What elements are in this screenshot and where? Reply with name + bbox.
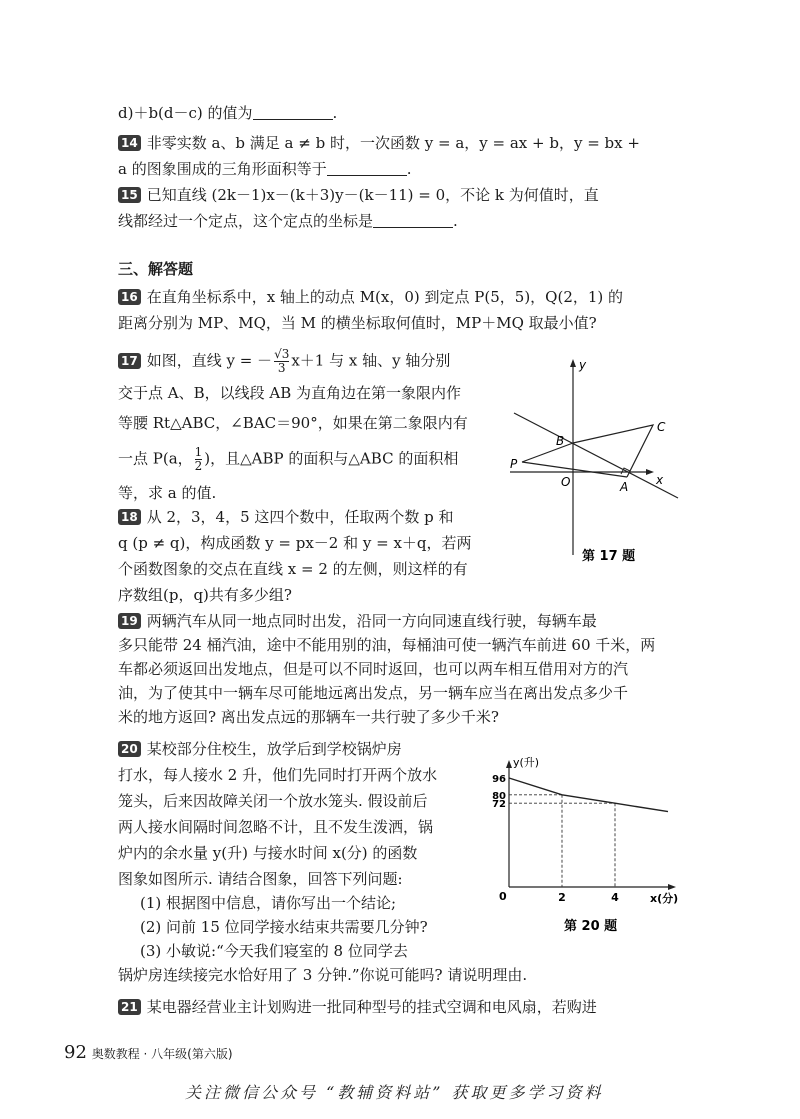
x-tick-labels — [558, 891, 619, 904]
q20-line2: 打水，每人接水 2 升，他们先同时打开两个放水 — [118, 766, 438, 784]
q18-line2: q (p ≠ q)，构成函数 y = px－2 和 y = x＋q，若两 — [118, 534, 472, 552]
q20-line5: 炉内的余水量 y(升) 与接水时间 x(分) 的函数 — [118, 844, 418, 862]
q16-line2: 距离分别为 MP、MQ，当 M 的横坐标取何值时，MP＋MQ 取最小值? — [118, 314, 597, 332]
x-tick-4: 4 — [611, 891, 619, 904]
q14-line2: a 的图象围成的三角形面积等于 . — [118, 160, 412, 178]
fraction-numerator: √3 — [274, 347, 290, 361]
y-tick-72: 72 — [492, 799, 506, 811]
q17-line4 — [118, 446, 458, 473]
label-x: x — [656, 473, 664, 487]
question-number: 19 — [118, 613, 141, 629]
q19-line5: 米的地方返回? 离出发点远的那辆车一共行驶了多少千米? — [118, 708, 499, 726]
fraction-half — [195, 446, 203, 473]
fraction-denominator: 3 — [277, 361, 286, 375]
segment-pa — [522, 462, 627, 477]
q18-line1 — [118, 506, 454, 528]
label-b: B — [556, 434, 565, 448]
q17-text-4b: )，且△ABP 的面积与△ABC 的面积相 — [204, 449, 459, 468]
label-y: y — [579, 358, 587, 372]
fraction-denominator: 2 — [194, 459, 203, 473]
label-a: A — [620, 480, 629, 494]
q14-text-2: a 的图象围成的三角形面积等于 — [118, 160, 327, 178]
y-axis-arrow — [506, 760, 512, 768]
figure-17-caption: 第 17 题 — [582, 549, 636, 564]
figure-17 — [500, 345, 690, 570]
fraction-numerator: 1 — [194, 445, 203, 459]
q21-text: 某电器经营业主计划购进一批同种型号的挂式空调和电风扇，若购进 — [146, 998, 597, 1016]
figure-20-caption: 第 20 题 — [564, 919, 618, 934]
q18-line4: 序数组(p，q)共有多少组? — [118, 586, 292, 604]
y-tick-labels — [492, 774, 506, 810]
page-number: 92 — [64, 1042, 87, 1063]
book-title: 奥数教程 · 八年级(第六版) — [91, 1047, 233, 1061]
y-tick-96: 96 — [492, 774, 506, 785]
water-series-line — [509, 778, 668, 812]
q17-line2: 交于点 A、B，以线段 AB 为直角边在第一象限内作 — [118, 384, 462, 402]
q15-line1 — [118, 184, 599, 206]
x-axis-arrow — [646, 469, 654, 475]
q16-text: 在直角坐标系中，x 轴上的动点 M(x，0) 到定点 P(5，5)，Q(2，1) 的 — [146, 288, 624, 306]
fraction — [274, 348, 289, 375]
q20-line4: 两人接水间隔时间忽略不计，且不发生泼洒，锅 — [118, 818, 434, 836]
y-axis-arrow — [570, 359, 576, 367]
origin-label: 0 — [499, 890, 507, 903]
label-o: O — [561, 475, 571, 489]
watermark: 关注微信公众号 “教辅资料站” 获取更多学习资料 — [185, 1083, 604, 1102]
q17-text-4a: 一点 P(a， — [118, 449, 193, 468]
q17-line5: 等，求 a 的值. — [118, 484, 217, 502]
question-number: 15 — [118, 187, 141, 203]
q19-line3: 车都必须返回出发地点，但是可以不同时返回，也可以两车相互借用对方的汽 — [118, 660, 629, 678]
label-c: C — [657, 420, 666, 434]
triangle-abc — [573, 425, 653, 477]
segment-pb — [522, 443, 573, 462]
q18-text: 从 2，3，4，5 这四个数中，任取两个数 p 和 — [146, 508, 454, 526]
q17-line1 — [118, 348, 450, 375]
q19-line1 — [118, 610, 597, 632]
q14-text: 非零实数 a、b 满足 a ≠ b 时，一次函数 y = a，y = ax + b，y = bx + — [146, 134, 640, 152]
q20-item2: (2) 问前 15 位同学接水结束共需要几分钟? — [140, 918, 428, 936]
q17-text: 如图，直线 y = － — [146, 351, 273, 370]
question-number: 21 — [118, 999, 141, 1015]
question-number: 16 — [118, 289, 141, 305]
q19-text: 两辆汽车从同一地点同时出发，沿同一方向同速直线行驶，每辆车最 — [146, 612, 597, 630]
answer-blank — [253, 105, 333, 120]
question-number: 14 — [118, 135, 141, 151]
answer-blank — [373, 213, 453, 228]
question-number: 17 — [118, 353, 141, 369]
question-number: 18 — [118, 509, 141, 525]
q19-line2: 多只能带 24 桶汽油，途中不能用别的油，每桶油可使一辆汽车前进 60 千米，两 — [118, 636, 656, 654]
answer-blank — [327, 161, 407, 176]
q20-line3: 笼头，后来因故障关闭一个放水笼头. 假设前后 — [118, 792, 428, 810]
q14-line1 — [118, 132, 640, 154]
question-number: 20 — [118, 741, 141, 757]
q21-line1 — [118, 996, 597, 1018]
q20-line1 — [118, 738, 402, 760]
label-p: P — [510, 457, 518, 471]
x-axis-arrow — [668, 884, 676, 890]
q13-text: d)＋b(d－c) 的值为 — [118, 104, 253, 122]
q20-item3-cont: 锅炉房连续接完水恰好用了 3 分钟.”你说可能吗? 请说明理由. — [118, 966, 528, 984]
section-title: 三、解答题 — [118, 260, 194, 278]
q15-line2: 线都经过一个定点，这个定点的坐标是 . — [118, 212, 458, 230]
x-tick-2: 2 — [558, 891, 566, 904]
q20-item1: (1) 根据图中信息，请你写出一个结论; — [140, 894, 397, 912]
q20-item3: (3) 小敏说:“今天我们寝室的 8 位同学去 — [140, 942, 408, 960]
q16-line1 — [118, 286, 623, 308]
figure-20-chart — [480, 752, 695, 942]
q19-line4: 油，为了使其中一辆车尽可能地远离出发点，另一辆车应当在离出发点多少千 — [118, 684, 629, 702]
x-axis-label: x(分) — [650, 892, 679, 905]
y-tick-80: 80 — [492, 790, 506, 802]
y-axis-label: y(升) — [513, 756, 540, 769]
q15-text: 已知直线 (2k－1)x－(k＋3)y－(k－11) = 0，不论 k 为何值时，直 — [146, 186, 599, 204]
q13-tail: d)＋b(d－c) 的值为 . — [118, 104, 338, 122]
q20-text: 某校部分住校生，放学后到学校锅炉房 — [146, 740, 402, 758]
page-footer — [64, 1042, 233, 1065]
q17-text-b: x＋1 与 x 轴、y 轴分别 — [291, 351, 451, 370]
q18-line3: 个函数图象的交点在直线 x = 2 的左侧，则这样的有 — [118, 560, 468, 578]
q20-line6: 图象如图所示. 请结合图象，回答下列问题: — [118, 870, 403, 888]
guide-lines — [509, 795, 615, 887]
q17-line3: 等腰 Rt△ABC，∠BAC＝90°，如果在第二象限内有 — [118, 414, 468, 432]
q15-text-2: 线都经过一个定点，这个定点的坐标是 — [118, 212, 374, 230]
